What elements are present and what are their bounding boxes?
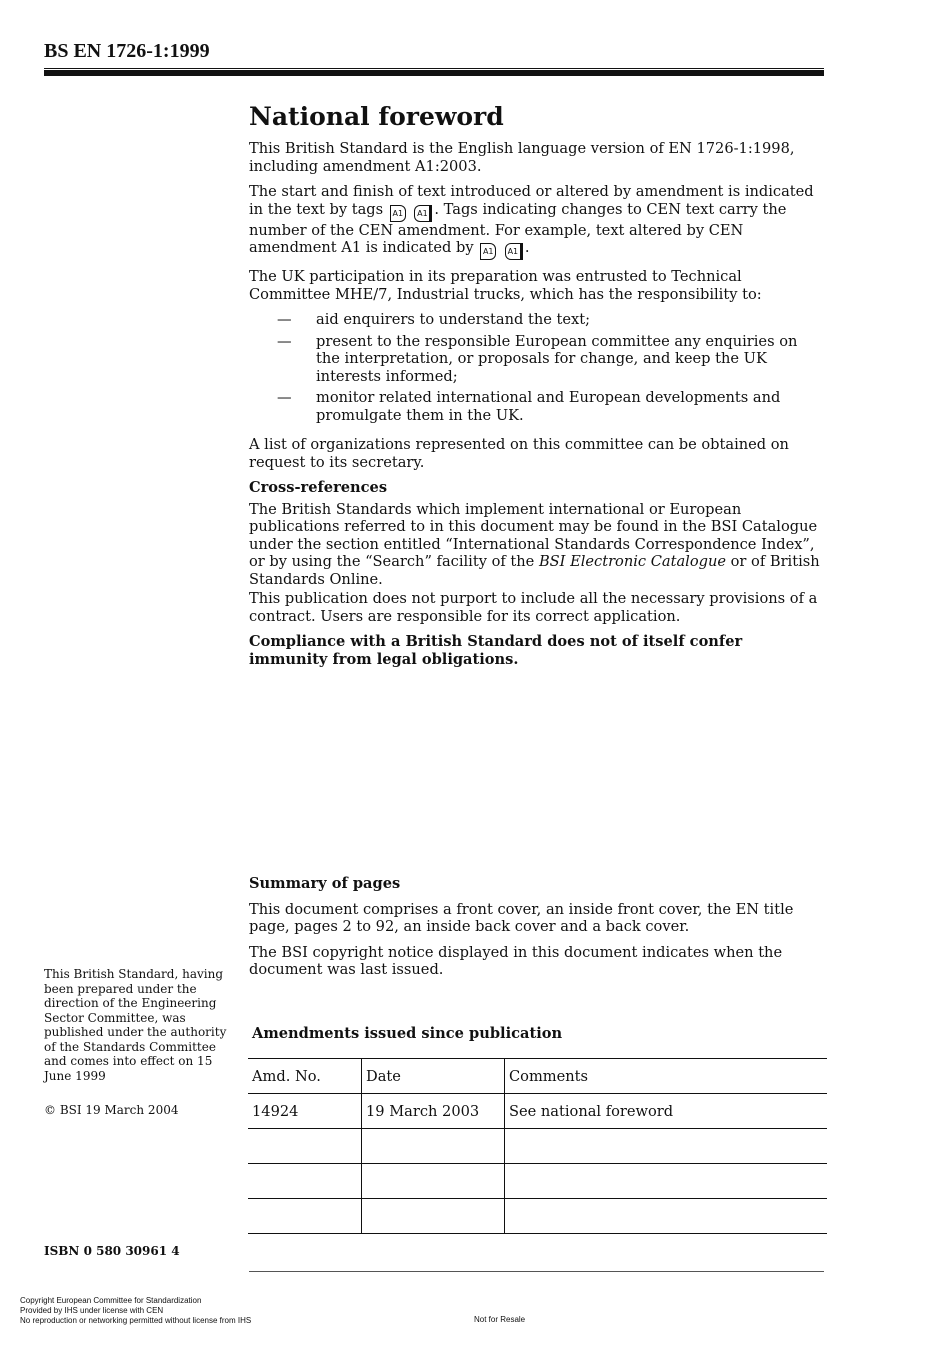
copyright-notice-text: The BSI copyright notice displayed in this document indicates when the document was last issued.	[249, 943, 783, 978]
tags-text-part3: .	[524, 239, 530, 256]
table-cell	[505, 1199, 828, 1234]
responsibility-list	[249, 311, 825, 424]
summary-heading: Summary of pages	[249, 875, 401, 892]
page-title: National foreword	[249, 102, 504, 131]
footer-line: No reproduction or networking permitted without license from IHS	[20, 1316, 252, 1325]
table-row	[248, 1129, 827, 1164]
footer-rule	[249, 1271, 824, 1272]
amendment-close-tag-icon: A1	[505, 243, 523, 260]
intro-paragraph: This British Standard is the English language version of EN 1726-1:1998, including amendment A1:2003.	[249, 140, 795, 175]
publication-note: This British Standard, having been prepared under the direction of the Engineering Sector Committee, was published under the authority of the Standards Committee and comes into effect on 15 June 1999	[44, 967, 227, 1083]
amendments-title: Amendments issued since publication	[252, 1025, 563, 1042]
provisions-paragraph: This publication does not purport to include all the necessary provisions of a contract. Users are responsible for its correct application.	[249, 590, 818, 625]
column-header-date: Date	[362, 1059, 505, 1094]
crossref-text-part1: The British Standards which implement international or European publications referred to in this document may be found in the BSI Catalogue under the section entitled “International Standards Correspondence Index”, or by using the “Search” facility of the	[249, 500, 818, 570]
table-cell	[505, 1129, 828, 1164]
table-row	[248, 1094, 827, 1129]
table-cell: 19 March 2003	[362, 1094, 505, 1129]
list-item	[249, 389, 825, 424]
bsi-electronic-catalogue-text: BSI Electronic Catalogue	[538, 553, 726, 570]
table-row	[248, 1199, 827, 1234]
amendment-close-tag-icon: A1	[414, 205, 432, 222]
amendment-open-tag-icon: A1	[480, 243, 496, 260]
tags-text-part2: . Tags indicating changes to CEN text carry the number of the CEN amendment. For example, text altered by CEN amendment A1 is indicated by	[249, 200, 787, 256]
table-cell	[248, 1164, 362, 1199]
footer-line: Copyright European Committee for Standardization	[20, 1296, 202, 1305]
national-foreword-section	[249, 100, 825, 676]
table-cell: See national foreword	[505, 1094, 828, 1129]
list-item-text: monitor related international and European developments and promulgate them in the UK.	[316, 389, 781, 424]
table-cell	[362, 1129, 505, 1164]
amendment-open-tag-icon: A1	[390, 205, 406, 222]
list-item-text: present to the responsible European committee any enquiries on the interpretation, or proposals for change, and keep the UK interests informed;	[316, 332, 798, 385]
table-cell: 14924	[248, 1094, 362, 1129]
tags-text-part1: The start and finish of text introduced or altered by amendment is indicated in the text by tags	[249, 183, 814, 218]
committee-paragraph: The UK participation in its preparation was entrusted to Technical Committee MHE/7, Industrial trucks, which has the responsibility to:	[249, 268, 762, 303]
table-cell	[248, 1129, 362, 1164]
list-item	[249, 333, 825, 386]
dash-bullet: —	[277, 311, 292, 328]
column-header-amd-no: Amd. No.	[248, 1059, 362, 1094]
footer-line: Provided by IHS under license with CEN	[20, 1306, 164, 1315]
license-footer	[20, 1296, 251, 1326]
list-item	[249, 311, 825, 329]
table-header-row	[248, 1059, 827, 1094]
table-cell	[505, 1164, 828, 1199]
table-cell	[362, 1199, 505, 1234]
document-id: BS EN 1726-1:1999	[44, 40, 210, 62]
compliance-statement: Compliance with a British Standard does not of itself confer immunity from legal obligations.	[249, 633, 743, 668]
dash-bullet: —	[277, 332, 292, 350]
table-cell	[362, 1164, 505, 1199]
header-rule-thick	[44, 70, 824, 76]
cross-references-paragraph	[249, 501, 825, 589]
summary-text: This document comprises a front cover, an inside front cover, the EN title page, pages 2 to 92, an inside back cover and a back cover.	[249, 900, 794, 935]
summary-of-pages-section	[249, 875, 825, 987]
list-item-text: aid enquirers to understand the text;	[316, 311, 591, 328]
copyright-line: © BSI 19 March 2004	[44, 1103, 179, 1117]
cross-references-heading: Cross-references	[249, 479, 388, 496]
amendments-table	[248, 1058, 827, 1234]
crossref-text-part2: or of British Standards Online.	[249, 553, 820, 588]
not-for-resale-label: Not for Resale	[474, 1315, 526, 1324]
amendment-tags-paragraph	[249, 183, 825, 260]
isbn-number: ISBN 0 580 30961 4	[44, 1244, 180, 1258]
dash-bullet: —	[277, 389, 292, 406]
table-row	[248, 1164, 827, 1199]
organizations-paragraph: A list of organizations represented on this committee can be obtained on request to its secretary.	[249, 436, 789, 471]
table-cell	[248, 1199, 362, 1234]
header-rule-thin	[44, 68, 824, 69]
column-header-comments: Comments	[505, 1059, 828, 1094]
